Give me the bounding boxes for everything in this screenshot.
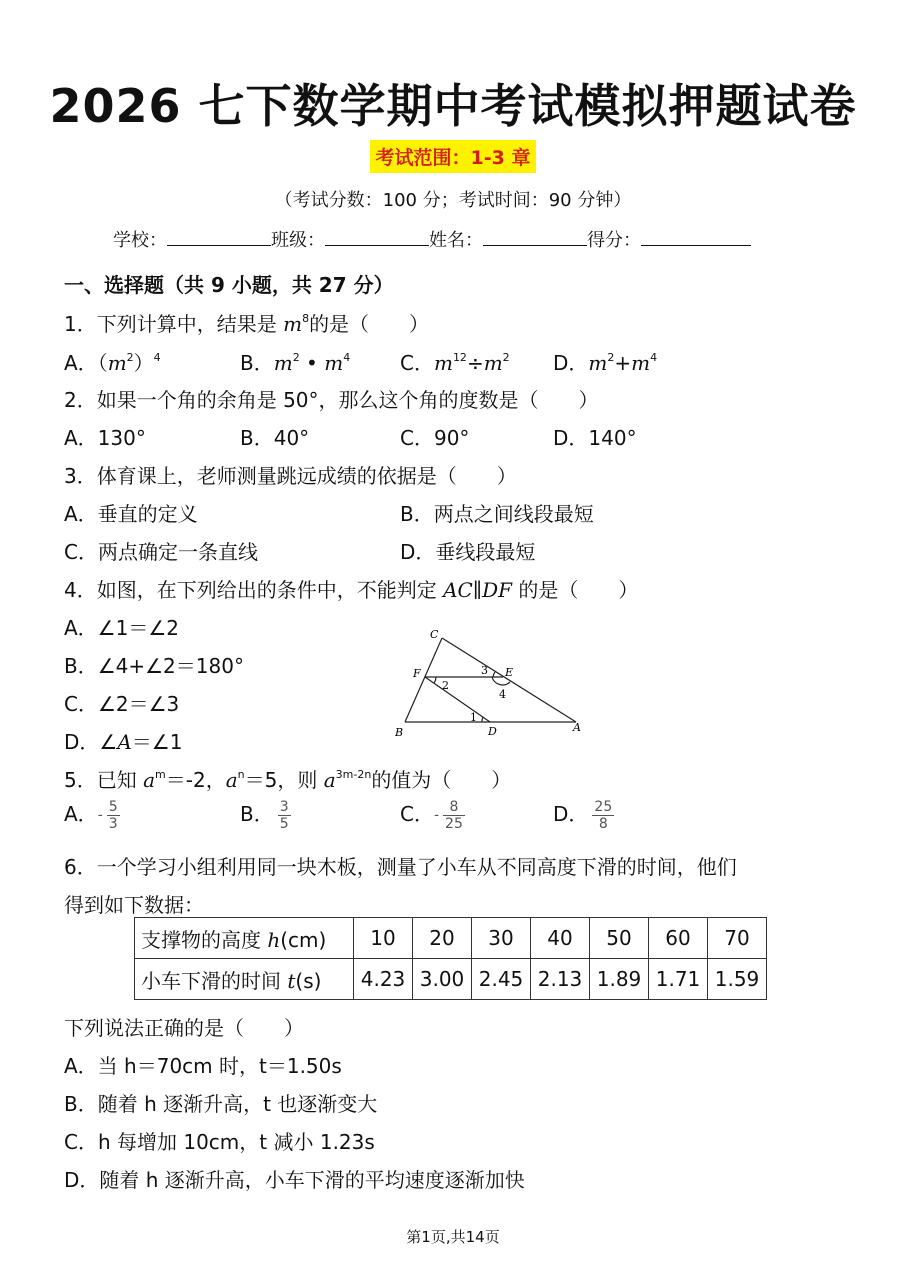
score-blank[interactable]: [641, 229, 751, 246]
angle-2-label: 2: [442, 679, 449, 692]
score-label: 得分：: [587, 230, 641, 251]
question-5-stem: 5．已知 $a^m=-2$，$a^n=5$，则 $a^{3m-2n}$的值为（ ）: [64, 768, 512, 792]
question-6-option-b: B．随着 h 逐渐升高，t 也逐渐变大: [64, 1092, 378, 1116]
question-2-option-b: B．40°: [240, 426, 310, 450]
school-label: 学校：: [113, 230, 167, 251]
question-3-option-b: B．两点之间线段最短: [400, 502, 594, 526]
angle-arc-1: [482, 717, 483, 722]
question-5-option-b: B． $\frac{3}{5}$: [240, 799, 289, 832]
question-5-option-a: A．- $\frac{5}{3}$: [64, 799, 118, 832]
exam-info: （考试分数：100 分；考试时间：90 分钟）: [274, 190, 632, 211]
student-info-fields: [113, 226, 751, 252]
question-6-option-d: D．随着 h 逐渐升高，小车下滑的平均速度逐渐加快: [64, 1168, 525, 1192]
table-cell: 1.89: [590, 959, 649, 1000]
angle-arc-2: [434, 677, 436, 683]
table-header-time: 小车下滑的时间 t(s): [135, 959, 354, 1000]
table-cell: 60: [649, 918, 708, 959]
point-c-label: C: [430, 628, 439, 641]
point-d-label: D: [488, 725, 497, 738]
question-3-option-d: D．垂线段最短: [400, 540, 536, 564]
table-cell: 2.13: [531, 959, 590, 1000]
name-label: 姓名：: [429, 230, 483, 251]
point-e-label: E: [505, 666, 514, 679]
fraction: $\frac{8}{25}$: [445, 799, 463, 832]
exam-scope-highlight: 考试范围：1-3 章: [370, 140, 537, 173]
question-1-stem: 1．下列计算中，结果是 $m^8$的是（ ）: [64, 312, 430, 336]
class-blank[interactable]: [325, 229, 429, 246]
name-blank[interactable]: [483, 229, 587, 246]
question-4-geometry-figure: [390, 626, 590, 738]
fraction: $\frac{25}{8}$: [594, 799, 613, 832]
angle-4-label: 4: [499, 688, 506, 701]
table-cell: 40: [531, 918, 590, 959]
table-cell: 2.45: [472, 959, 531, 1000]
question-2-option-c: C．90°: [400, 426, 470, 450]
angle-1-label: 1: [470, 711, 477, 724]
angle-arc-3: [493, 672, 495, 677]
point-f-label: F: [413, 667, 421, 680]
fraction: $\frac{3}{5}$: [279, 799, 289, 832]
table-row-time: [135, 959, 767, 1000]
exam-title: 2026 七下数学期中考试模拟押题试卷: [49, 79, 857, 133]
page-number: 第1页,共14页: [406, 1228, 500, 1246]
question-1-option-b: B．$m^2$ • $m^4$: [240, 351, 351, 375]
question-6-stem-line-1: 6．一个学习小组利用同一块木板，测量了小车从不同高度下滑的时间，他们: [64, 855, 737, 879]
question-2-stem: 2．如果一个角的余角是 50°，那么这个角的度数是（ ）: [64, 388, 599, 412]
question-2-option-a: A．130°: [64, 426, 146, 450]
table-cell: 4.23: [354, 959, 413, 1000]
table-cell: 1.71: [649, 959, 708, 1000]
question-4-option-a: A．∠1＝∠2: [64, 616, 179, 640]
question-4-option-b: B．∠4+∠2＝180°: [64, 654, 244, 678]
table-cell: 1.59: [708, 959, 767, 1000]
table-cell: 30: [472, 918, 531, 959]
table-cell: 3.00: [413, 959, 472, 1000]
question-1-option-a: A．$(m^2)^4$: [64, 351, 161, 375]
question-4-option-c: C．∠2＝∠3: [64, 692, 180, 716]
class-label: 班级：: [271, 230, 325, 251]
data-table: [134, 917, 767, 1000]
table-cell: 70: [708, 918, 767, 959]
point-a-label: A: [573, 721, 581, 734]
table-cell: 10: [354, 918, 413, 959]
school-blank[interactable]: [167, 229, 271, 246]
fraction: $\frac{5}{3}$: [108, 799, 118, 832]
angle-3-label: 3: [481, 664, 488, 677]
question-1-option-c: C．$m^{12}\div m^2$: [400, 351, 510, 375]
question-2-option-d: D．140°: [553, 426, 637, 450]
table-row-height: [135, 918, 767, 959]
segment-bc: [405, 638, 442, 722]
section-title: 一、选择题（共 9 小题，共 27 分）: [64, 273, 394, 297]
question-6-prompt: 下列说法正确的是（ ）: [64, 1016, 304, 1040]
segment-ca: [442, 638, 576, 722]
question-6-option-a: A．当 h＝70cm 时，t＝1.50s: [64, 1054, 342, 1078]
table-cell: 20: [413, 918, 472, 959]
question-6-option-c: C．h 每增加 10cm，t 减小 1.23s: [64, 1130, 375, 1154]
question-5-option-c: C．- $\frac{8}{25}$: [400, 799, 463, 832]
question-6-stem-line-2: 得到如下数据：: [64, 893, 204, 917]
point-b-label: B: [395, 726, 404, 738]
question-1-option-d: D．$m^2+m^4$: [553, 351, 658, 375]
table-header-height: 支撑物的高度 h(cm): [135, 918, 354, 959]
question-3-option-c: C．两点确定一条直线: [64, 540, 258, 564]
question-4-stem: 4．如图，在下列给出的条件中，不能判定 AC∥DF 的是（ ）: [64, 578, 639, 602]
question-4-option-d: D．∠A＝∠1: [64, 730, 183, 754]
question-3-option-a: A．垂直的定义: [64, 502, 198, 526]
question-5-option-d: D． $\frac{25}{8}$: [553, 799, 613, 832]
segment-fd: [425, 677, 490, 722]
question-3-stem: 3．体育课上，老师测量跳远成绩的依据是（ ）: [64, 464, 517, 488]
table-cell: 50: [590, 918, 649, 959]
